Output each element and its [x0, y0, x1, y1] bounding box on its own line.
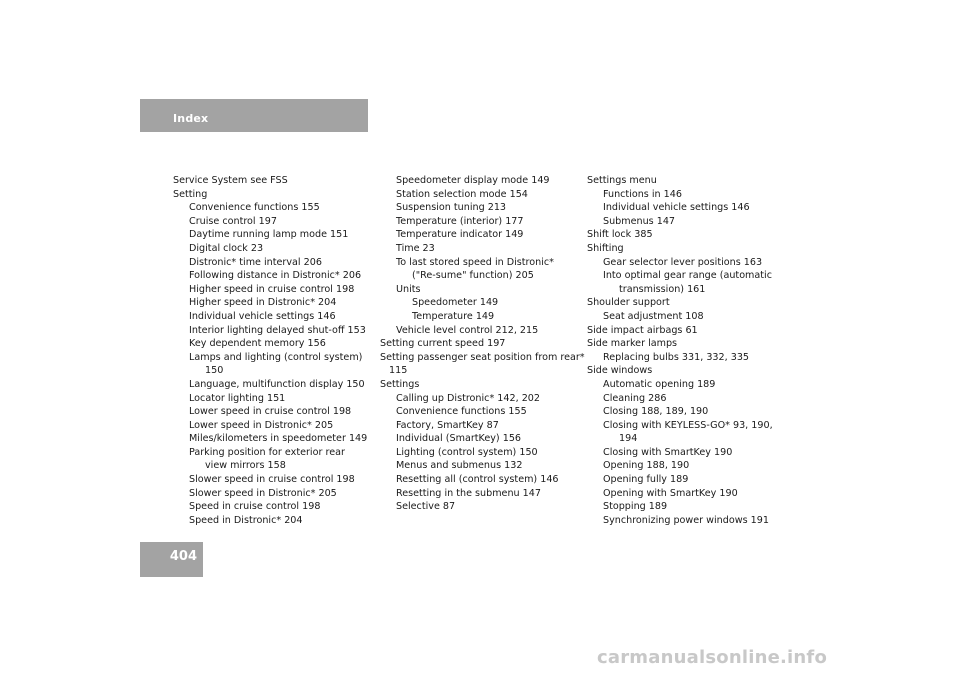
index-subentry: To last stored speed in Distronic* ("Re-sume" function) 205: [396, 256, 554, 282]
index-subentry: Factory, SmartKey 87: [396, 419, 499, 431]
index-entry: Shoulder support: [587, 297, 670, 309]
index-column-3: [587, 174, 787, 527]
index-subentry: Lamps and lighting (control system) 150: [189, 351, 363, 377]
index-entry: Shift lock 385: [587, 229, 653, 241]
index-subentry: Lower speed in cruise control 198: [189, 406, 352, 418]
index-subentry: Resetting in the submenu 147: [396, 487, 541, 499]
index-subentry: Digital clock 23: [189, 242, 264, 254]
index-subentry: Convenience functions 155: [396, 406, 527, 418]
index-entry: Side impact airbags 61: [587, 324, 698, 336]
index-subentry: Opening fully 189: [603, 474, 689, 486]
index-subentry: Lighting (control system) 150: [396, 446, 538, 458]
index-subentry: Vehicle level control 212, 215: [396, 324, 539, 336]
index-subentry: Closing with KEYLESS-GO* 93, 190, 194: [603, 419, 773, 445]
index-subentry: Opening 188, 190: [603, 460, 690, 472]
index-subentry: Convenience functions 155: [189, 202, 320, 214]
index-subentry: Closing with SmartKey 190: [603, 446, 733, 458]
index-subentry: Cruise control 197: [189, 215, 277, 227]
index-entry: Settings: [380, 378, 420, 390]
index-entry: Setting: [173, 188, 208, 200]
index-subentry: Distronic* time interval 206: [189, 256, 322, 268]
index-subentry: Speed in cruise control 198: [189, 501, 321, 513]
index-subentry: Key dependent memory 156: [189, 338, 326, 350]
index-subentry: Seat adjustment 108: [603, 310, 704, 322]
index-subentry: Units: [396, 283, 421, 295]
page-number-box: [140, 542, 203, 577]
index-subentry: Suspension tuning 213: [396, 202, 507, 214]
index-subentry: Calling up Distronic* 142, 202: [396, 392, 541, 404]
index-column-2: [380, 174, 585, 514]
index-subentry: Daytime running lamp mode 151: [189, 229, 349, 241]
index-subentry: Cleaning 286: [603, 392, 667, 404]
index-subentry: Into optimal gear range (automatic transmission) 161: [603, 270, 772, 295]
index-subentry: Slower speed in Distronic* 205: [189, 487, 337, 499]
index-entry: Setting current speed 197: [380, 338, 506, 350]
index-entry: Side marker lamps: [587, 338, 678, 350]
section-title: Index: [173, 112, 209, 125]
index-subentry: Slower speed in cruise control 198: [189, 474, 355, 486]
index-subentry: Opening with SmartKey 190: [603, 487, 738, 499]
index-subentry: Time 23: [396, 242, 435, 254]
index-subentry: Miles/kilometers in speedometer 149: [189, 433, 368, 445]
index-subentry: Automatic opening 189: [603, 378, 716, 390]
page-number: 404: [169, 549, 197, 564]
index-subentry: Menus and submenus 132: [396, 460, 523, 472]
index-subentry: Lower speed in Distronic* 205: [189, 419, 334, 431]
index-subentry: Temperature indicator 149: [396, 229, 524, 241]
index-subentry: Synchronizing power windows 191: [603, 514, 769, 526]
index-subentry: Closing 188, 189, 190: [603, 406, 709, 418]
index-subentry: Speedometer display mode 149: [396, 175, 550, 186]
index-subentry: Higher speed in cruise control 198: [189, 283, 355, 295]
section-header: [140, 99, 368, 132]
index-subentry: Functions in 146: [603, 188, 682, 200]
index-subsubentry: Speedometer 149: [412, 297, 499, 309]
index-subentry: Stopping 189: [603, 501, 668, 513]
watermark: carmanualsonline.info: [597, 647, 828, 668]
index-subentry: Individual vehicle settings 146: [603, 202, 750, 214]
index-subentry: Individual (SmartKey) 156: [396, 433, 522, 445]
index-subentry: Higher speed in Distronic* 204: [189, 297, 337, 309]
index-subentry: Locator lighting 151: [189, 392, 286, 404]
index-subentry: Replacing bulbs 331, 332, 335: [603, 351, 750, 363]
index-subentry: Resetting all (control system) 146: [396, 474, 559, 486]
index-subentry: Speed in Distronic* 204: [189, 514, 303, 526]
index-subentry: Following distance in Distronic* 206: [189, 270, 362, 282]
index-subentry: Selective 87: [396, 501, 456, 513]
index-subentry: Parking position for exterior rear view mirrors 158: [189, 446, 345, 472]
index-entry: Shifting: [587, 242, 624, 254]
index-subentry: Temperature (interior) 177: [396, 215, 524, 227]
index-entry: Settings menu: [587, 175, 657, 186]
index-column-1: [173, 174, 373, 527]
index-entry: Setting passenger seat position from rear* 115: [380, 351, 585, 377]
index-entry: Service System see FSS: [173, 175, 288, 186]
index-subentry: Gear selector lever positions 163: [603, 256, 763, 268]
index-subsubentry: Temperature 149: [412, 310, 495, 322]
index-entry: Side windows: [587, 365, 653, 377]
index-subentry: Individual vehicle settings 146: [189, 310, 336, 322]
index-subentry: Submenus 147: [603, 215, 676, 227]
index-subentry: Language, multifunction display 150: [189, 378, 365, 390]
index-subentry: Interior lighting delayed shut-off 153: [189, 324, 366, 336]
index-subentry: Station selection mode 154: [396, 188, 528, 200]
